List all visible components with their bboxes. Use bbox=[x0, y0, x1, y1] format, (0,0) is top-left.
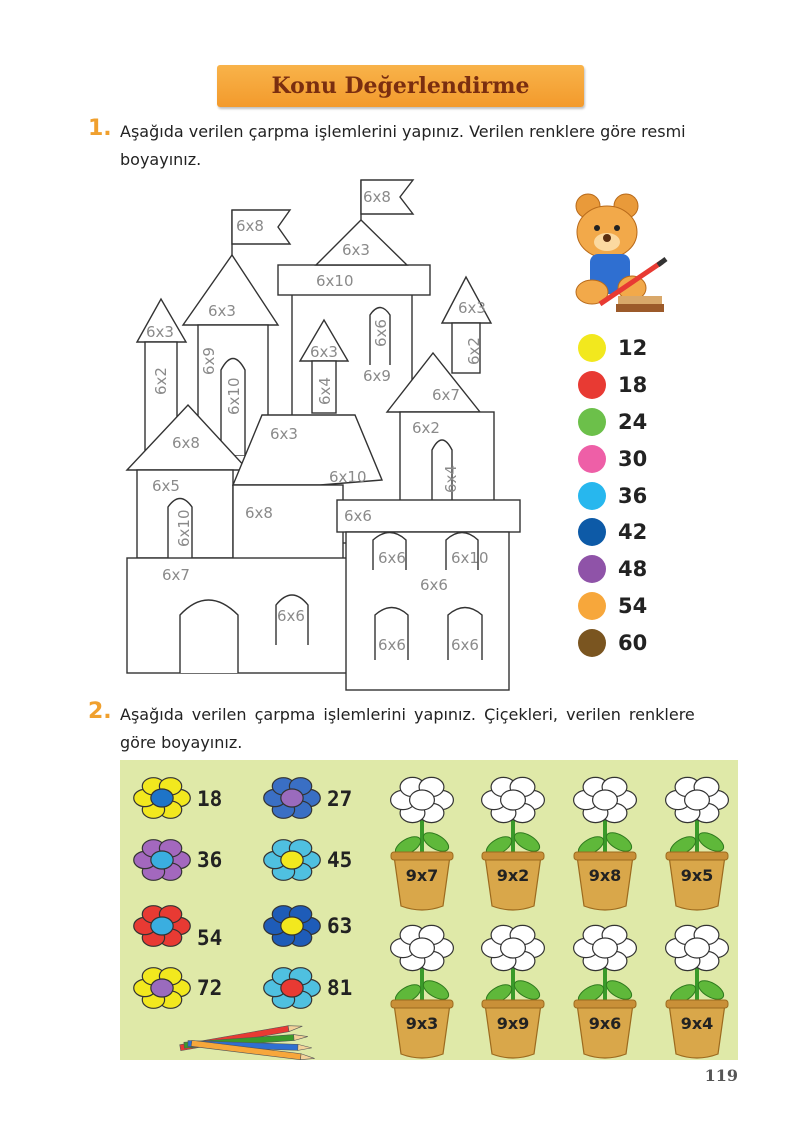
legend-value: 12 bbox=[618, 336, 648, 361]
legend-item bbox=[578, 588, 688, 625]
legend-item bbox=[578, 624, 688, 661]
castle-label: 6x10 bbox=[451, 549, 489, 567]
castle-label: 6x6 bbox=[277, 607, 305, 625]
castle-label: 6x4 bbox=[442, 465, 460, 493]
legend-swatch bbox=[578, 408, 606, 436]
pot-multiplication-label: 9x5 bbox=[680, 866, 714, 885]
castle-coloring-picture bbox=[120, 175, 530, 695]
flower-key-value: 27 bbox=[327, 787, 353, 811]
castle-label: 6x8 bbox=[363, 188, 391, 206]
white-flower-icon bbox=[391, 925, 454, 970]
castle-label: 6x6 bbox=[378, 549, 406, 567]
legend-swatch bbox=[578, 334, 606, 362]
castle-label: 6x2 bbox=[412, 419, 440, 437]
castle-label: 6x10 bbox=[175, 509, 193, 547]
white-flower-icon bbox=[482, 925, 545, 970]
castle-label: 6x2 bbox=[152, 367, 170, 395]
key-flower-45 bbox=[264, 840, 321, 881]
potted-flower bbox=[482, 818, 544, 910]
key-flower-18 bbox=[134, 778, 191, 819]
page-number: 119 bbox=[704, 1066, 738, 1085]
legend-swatch bbox=[578, 555, 606, 583]
question-1-number: 1. bbox=[88, 116, 112, 141]
legend-item bbox=[578, 440, 688, 477]
castle-label: 6x5 bbox=[152, 477, 180, 495]
castle-label: 6x9 bbox=[200, 347, 218, 375]
flower-key-value: 72 bbox=[197, 976, 223, 1000]
key-flower-36 bbox=[134, 840, 191, 881]
question-1-line-1: Aşağıda verilen çarpma işlemlerini yapınız. Verilen renklere göre resmi bbox=[120, 122, 686, 141]
flower-activity-panel bbox=[120, 760, 738, 1060]
pot-multiplication-label: 9x6 bbox=[588, 1014, 622, 1033]
legend-item bbox=[578, 367, 688, 404]
teddy-bear-illustration bbox=[570, 192, 670, 320]
castle-label: 6x3 bbox=[270, 425, 298, 443]
castle-label: 6x2 bbox=[465, 337, 483, 365]
castle-label: 6x6 bbox=[344, 507, 372, 525]
castle-label: 6x8 bbox=[245, 504, 273, 522]
legend-item bbox=[578, 551, 688, 588]
pot-multiplication-label: 9x3 bbox=[405, 1014, 439, 1033]
castle-label: 6x9 bbox=[363, 367, 391, 385]
pot-multiplication-label: 9x2 bbox=[496, 866, 530, 885]
castle-label: 6x7 bbox=[162, 566, 190, 584]
question-1-line-2: boyayınız. bbox=[120, 150, 202, 169]
legend-value: 60 bbox=[618, 630, 648, 655]
castle-label: 6x3 bbox=[458, 299, 486, 317]
legend-item bbox=[578, 514, 688, 551]
question-2-line-2: göre boyayınız. bbox=[120, 733, 243, 752]
castle-label: 6x10 bbox=[329, 468, 367, 486]
pot-multiplication-label: 9x9 bbox=[496, 1014, 530, 1033]
key-flower-63 bbox=[264, 906, 321, 947]
color-legend bbox=[578, 330, 688, 661]
potted-flower bbox=[666, 966, 728, 1058]
potted-flower bbox=[666, 818, 728, 910]
legend-value: 24 bbox=[618, 409, 648, 434]
flower-key-value: 54 bbox=[197, 926, 223, 950]
potted-flower bbox=[574, 818, 636, 910]
legend-swatch bbox=[578, 445, 606, 473]
castle-label: 6x3 bbox=[208, 302, 236, 320]
key-flower-54 bbox=[134, 906, 191, 947]
legend-swatch bbox=[578, 482, 606, 510]
castle-label: 6x3 bbox=[310, 343, 338, 361]
potted-flower bbox=[574, 966, 636, 1058]
legend-item bbox=[578, 404, 688, 441]
potted-flower bbox=[482, 966, 544, 1058]
pot-multiplication-label: 9x4 bbox=[680, 1014, 714, 1033]
legend-swatch bbox=[578, 592, 606, 620]
legend-swatch bbox=[578, 371, 606, 399]
key-flower-27 bbox=[264, 778, 321, 819]
flower-key-value: 63 bbox=[327, 914, 353, 938]
legend-item bbox=[578, 330, 688, 367]
flower-key-value: 36 bbox=[197, 848, 223, 872]
white-flower-icon bbox=[574, 777, 637, 822]
key-flower-72 bbox=[134, 968, 191, 1009]
castle-label: 6x10 bbox=[225, 377, 243, 415]
pot-multiplication-label: 9x8 bbox=[588, 866, 622, 885]
legend-value: 30 bbox=[618, 446, 648, 471]
white-flower-icon bbox=[574, 925, 637, 970]
legend-swatch bbox=[578, 629, 606, 657]
castle-label: 6x6 bbox=[451, 636, 479, 654]
castle-label: 6x10 bbox=[316, 272, 354, 290]
legend-value: 54 bbox=[618, 593, 648, 618]
legend-value: 48 bbox=[618, 557, 648, 582]
castle-label: 6x6 bbox=[420, 576, 448, 594]
castle-label: 6x7 bbox=[432, 386, 460, 404]
legend-value: 36 bbox=[618, 483, 648, 508]
white-flower-icon bbox=[391, 777, 454, 822]
white-flower-icon bbox=[666, 925, 729, 970]
legend-swatch bbox=[578, 518, 606, 546]
potted-flower bbox=[391, 966, 453, 1058]
legend-value: 42 bbox=[618, 520, 648, 545]
flower-key-value: 18 bbox=[197, 787, 223, 811]
castle-label: 6x3 bbox=[342, 241, 370, 259]
castle-label: 6x4 bbox=[316, 377, 334, 405]
castle-label: 6x6 bbox=[378, 636, 406, 654]
white-flower-icon bbox=[482, 777, 545, 822]
white-flower-icon bbox=[666, 777, 729, 822]
pot-multiplication-label: 9x7 bbox=[405, 866, 439, 885]
castle-label: 6x3 bbox=[146, 323, 174, 341]
legend-item bbox=[578, 477, 688, 514]
key-flower-81 bbox=[264, 968, 321, 1009]
legend-value: 18 bbox=[618, 373, 648, 398]
potted-flower bbox=[391, 818, 453, 910]
flower-key-value: 81 bbox=[327, 976, 353, 1000]
castle-label: 6x8 bbox=[236, 217, 264, 235]
section-title-banner: Konu Değerlendirme bbox=[217, 65, 584, 107]
castle-label: 6x6 bbox=[372, 319, 390, 347]
castle-label: 6x8 bbox=[172, 434, 200, 452]
flower-key-value: 45 bbox=[327, 848, 353, 872]
question-2-line-1: Aşağıda verilen çarpma işlemlerini yapınız. Çiçekleri, verilen renklere bbox=[120, 705, 695, 724]
question-2-number: 2. bbox=[88, 699, 112, 724]
